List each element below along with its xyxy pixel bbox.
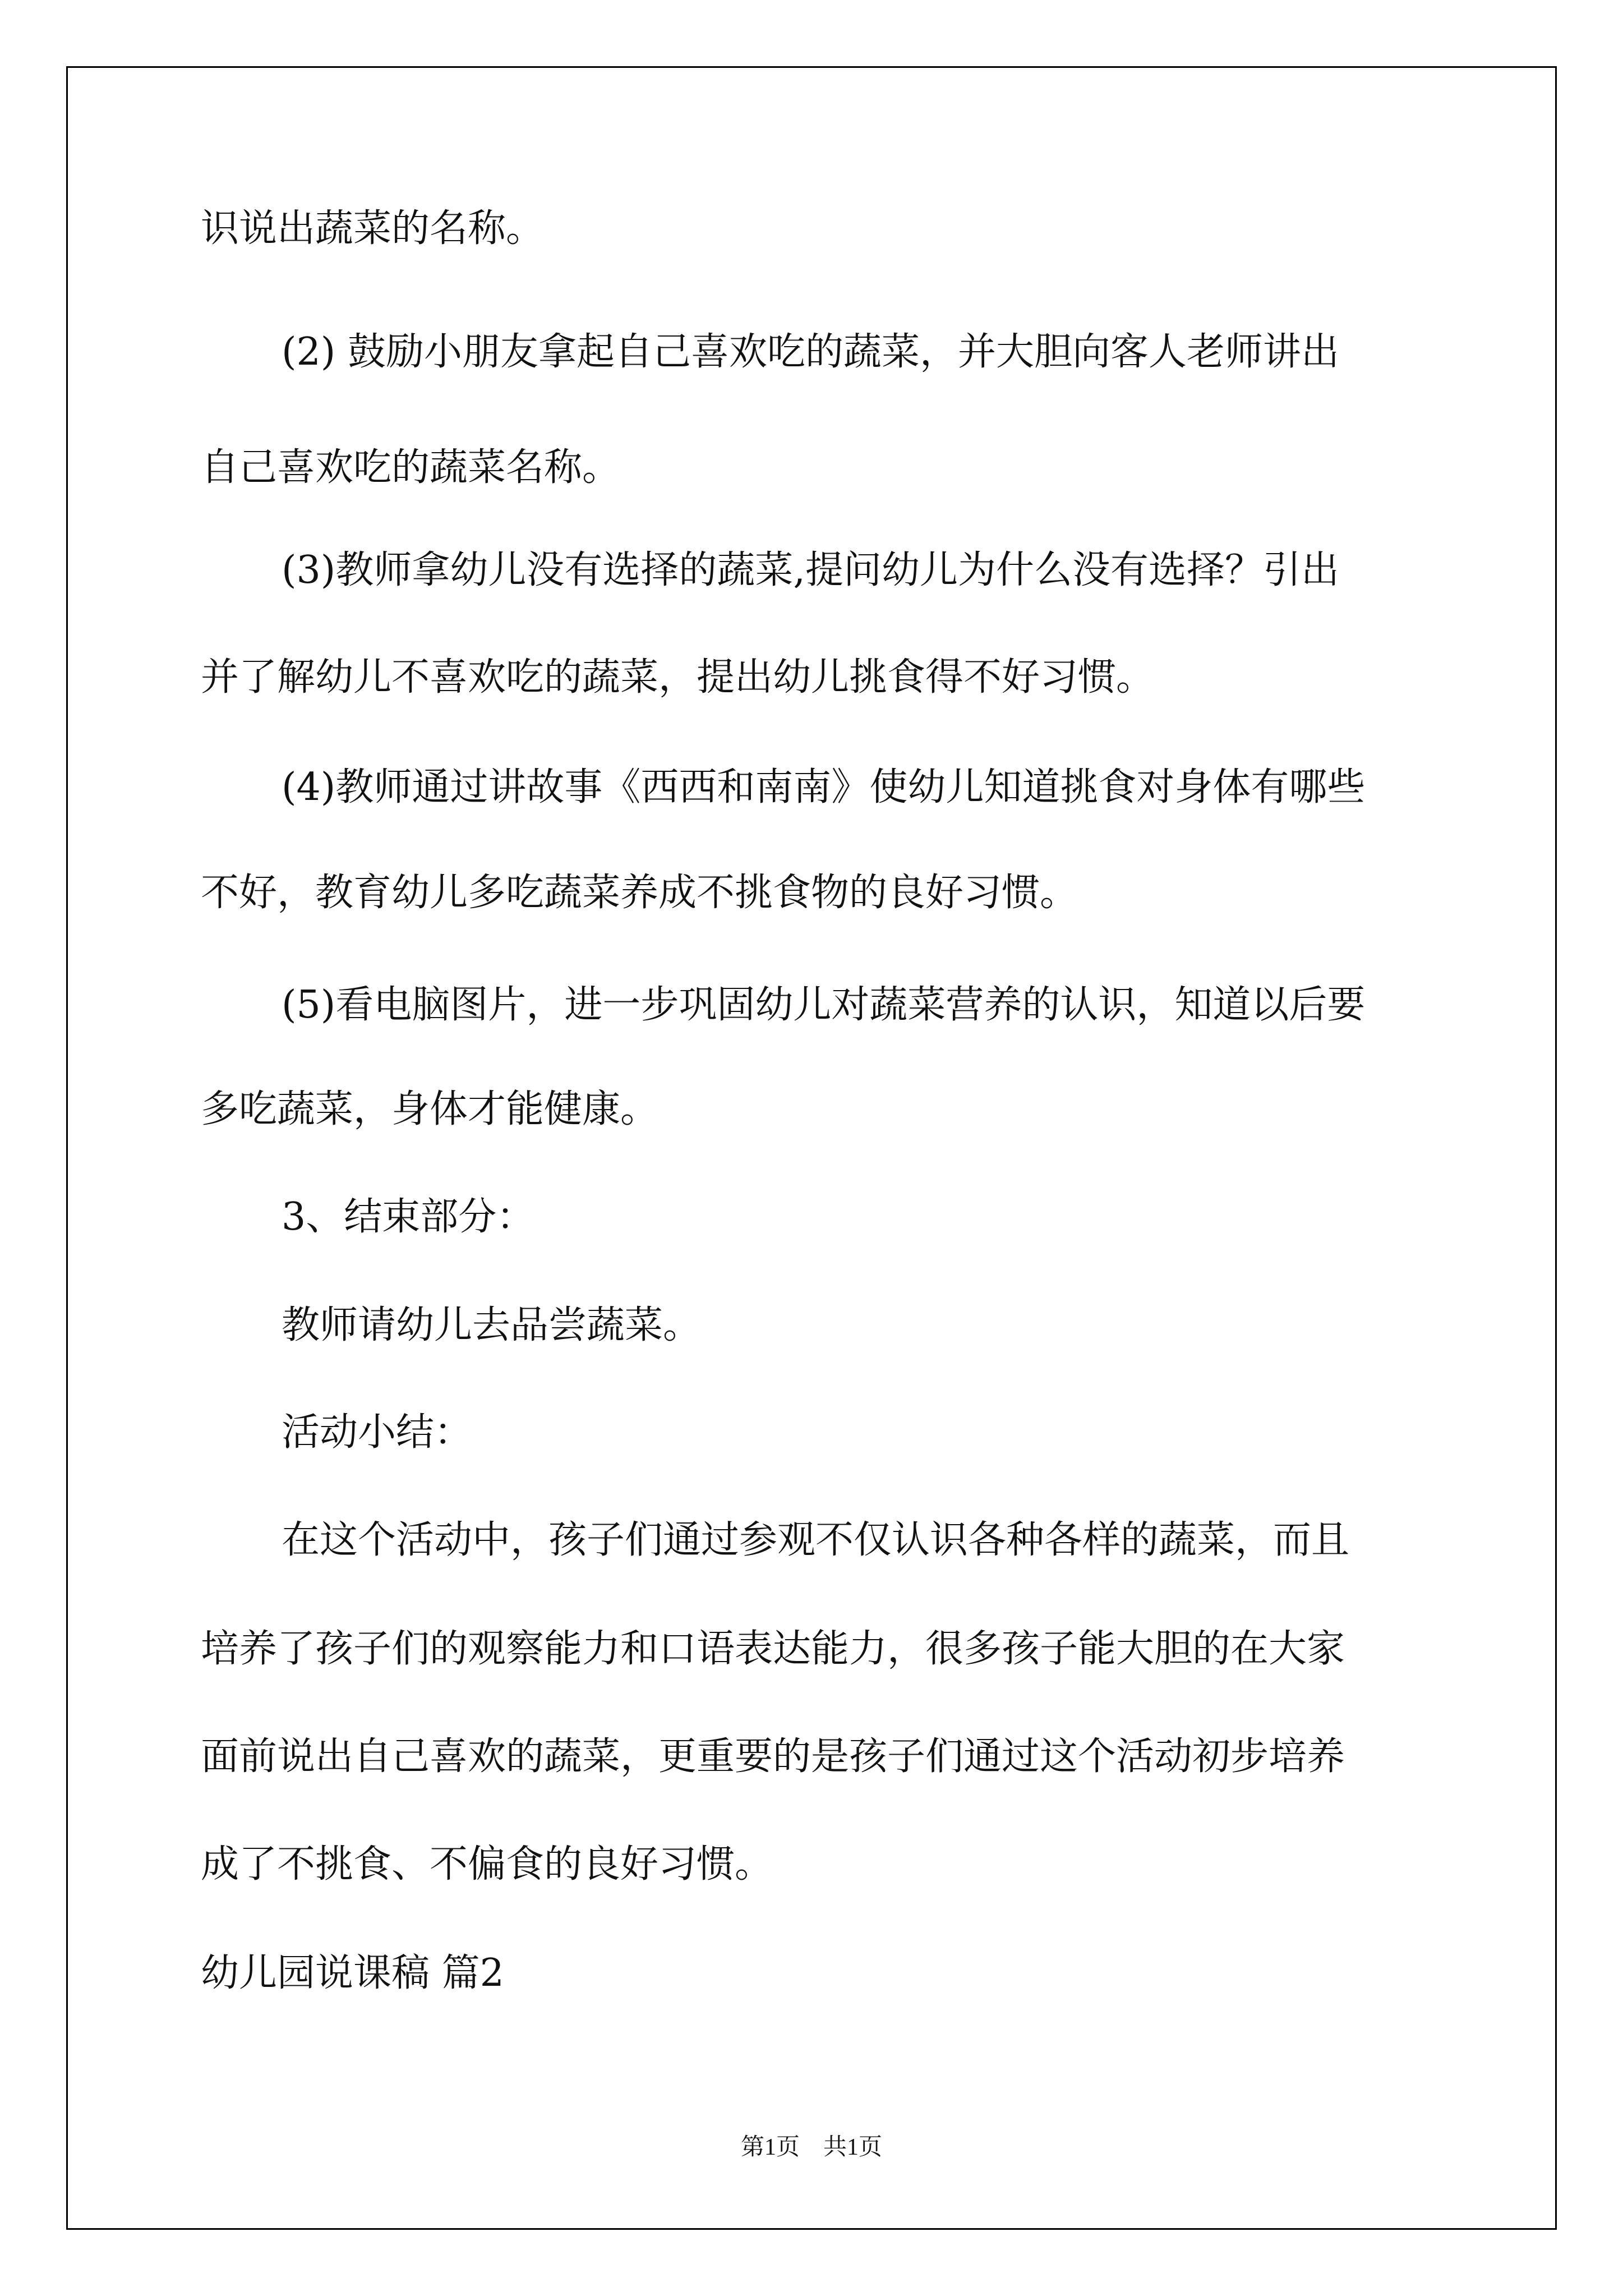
- paragraph-line: 教师请幼儿去品尝蔬菜。: [282, 1303, 702, 1347]
- paragraph-line: 在这个活动中，孩子们通过参观不仅认识各种各样的蔬菜，而且: [282, 1518, 1350, 1562]
- page-number-footer: 第1页 共1页: [740, 2134, 882, 2160]
- paragraph-line: (2) 鼓励小朋友拿起自己喜欢吃的蔬菜，并大胆向客人老师讲出: [282, 330, 1339, 374]
- paragraph-line: (4)教师通过讲故事《西西和南南》使幼儿知道挑食对身体有哪些: [282, 765, 1366, 809]
- paragraph-line: 并了解幼儿不喜欢吃的蔬菜，提出幼儿挑食得不好习惯。: [201, 655, 1155, 700]
- paragraph-line: 不好，教育幼儿多吃蔬菜养成不挑食物的良好习惯。: [201, 871, 1078, 915]
- section-heading: 幼儿园说课稿 篇2: [201, 1951, 504, 1995]
- paragraph-line: 培养了孩子们的观察能力和口语表达能力，很多孩子能大胆的在大家: [201, 1627, 1345, 1671]
- paragraph-line: (5)看电脑图片，进一步巩固幼儿对蔬菜营养的认识，知道以后要: [282, 983, 1366, 1027]
- section-label: 活动小结：: [282, 1410, 473, 1455]
- paragraph-line: 面前说出自己喜欢的蔬菜，更重要的是孩子们通过这个活动初步培养: [201, 1734, 1345, 1779]
- paragraph-line: 成了不挑食、不偏食的良好习惯。: [201, 1842, 773, 1887]
- section-label: 3、结束部分：: [282, 1195, 535, 1239]
- paragraph-line: 自己喜欢吃的蔬菜名称。: [201, 445, 621, 490]
- paragraph-line: 多吃蔬菜，身体才能健康。: [201, 1087, 659, 1131]
- paragraph-line: 识说出蔬菜的名称。: [201, 206, 545, 251]
- page-border: [66, 66, 1557, 2230]
- paragraph-line: (3)教师拿幼儿没有选择的蔬菜,提问幼儿为什么没有选择？引出: [282, 548, 1339, 592]
